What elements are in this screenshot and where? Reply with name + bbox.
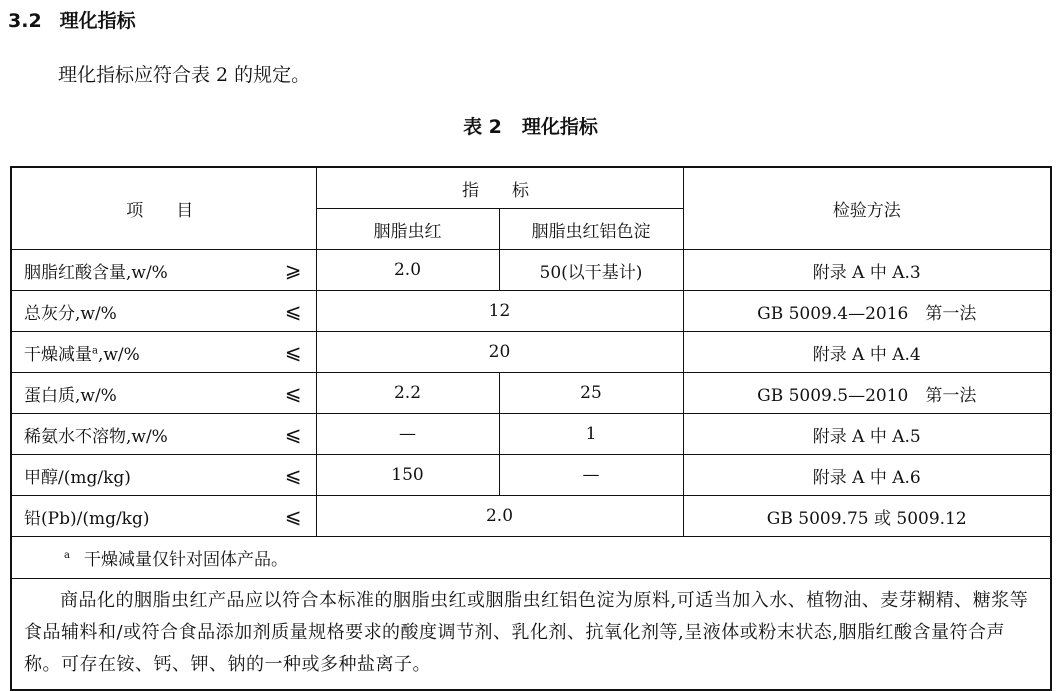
row-item: 干燥减量$^a$,w/% ⩽ (11, 332, 316, 373)
row-value-cochineal: — (316, 414, 499, 455)
section-number: 3.2 (8, 10, 42, 32)
section-heading (8, 6, 136, 33)
row-value-lake: 1 (499, 414, 683, 455)
row-item: 甲醇/(mg/kg) ⩽ (11, 455, 316, 496)
spec-table (10, 166, 1052, 691)
table-row (11, 250, 1051, 291)
remark-text: 商品化的胭脂虫红产品应以符合本标准的胭脂虫红或胭脂虫红铝色淀为原料,可适当加入水、植物油、麦芽糊精、糖浆等食品辅料和/或符合食品添加剂质量规格要求的酸度调节剂、乳化剂、抗氧化剂等,呈液体或粉末状态,胭脂红酸含量符合声称。可存在铵、钙、钾、钠的一种或多种盐离子。 (11, 579, 1051, 691)
row-item: 铅(Pb)/(mg/kg) ⩽ (11, 496, 316, 537)
row-value-lake: 25 (499, 373, 683, 414)
header-method: 检验方法 (683, 167, 1051, 250)
table-row (11, 496, 1051, 537)
row-item: 胭脂红酸含量,w/% ⩾ (11, 250, 316, 291)
footnote-marker: a (92, 344, 98, 356)
footnote-row (11, 537, 1051, 579)
table-row (11, 332, 1051, 373)
row-value-merged: 20 (316, 332, 683, 373)
table-row (11, 414, 1051, 455)
header-item: 项 目 (11, 167, 316, 250)
row-value-lake: 50(以干基计) (499, 250, 683, 291)
row-value-merged: 12 (316, 291, 683, 332)
row-method: GB 5009.5—2010 第一法 (683, 373, 1051, 414)
row-value-lake: — (499, 455, 683, 496)
row-item: 总灰分,w/% ⩽ (11, 291, 316, 332)
row-method: 附录 A 中 A.5 (683, 414, 1051, 455)
header-sub-aluminum-lake: 胭脂虫红铝色淀 (499, 209, 683, 250)
table-row (11, 291, 1051, 332)
row-method: 附录 A 中 A.4 (683, 332, 1051, 373)
table-row (11, 373, 1051, 414)
row-item: 稀氨水不溶物,w/% ⩽ (11, 414, 316, 455)
table-caption-number: 表 2 (463, 116, 502, 138)
intro-paragraph: 理化指标应符合表 2 的规定。 (58, 64, 311, 86)
footnote: $^a$ 干燥减量仅针对固体产品。 (11, 537, 1051, 579)
remark-row (11, 579, 1051, 691)
table-row (11, 455, 1051, 496)
row-method: 附录 A 中 A.3 (683, 250, 1051, 291)
row-value-merged: 2.0 (316, 496, 683, 537)
row-value-cochineal: 2.0 (316, 250, 499, 291)
row-value-cochineal: 2.2 (316, 373, 499, 414)
row-method: GB 5009.75 或 5009.12 (683, 496, 1051, 537)
header-indicator: 指 标 (316, 167, 683, 209)
header-sub-cochineal: 胭脂虫红 (316, 209, 499, 250)
row-method: GB 5009.4—2016 第一法 (683, 291, 1051, 332)
row-item: 蛋白质,w/% ⩽ (11, 373, 316, 414)
section-title: 理化指标 (59, 10, 136, 32)
table-caption-title: 理化指标 (521, 116, 598, 138)
row-value-cochineal: 150 (316, 455, 499, 496)
table-caption (0, 112, 1061, 139)
row-method: 附录 A 中 A.6 (683, 455, 1051, 496)
